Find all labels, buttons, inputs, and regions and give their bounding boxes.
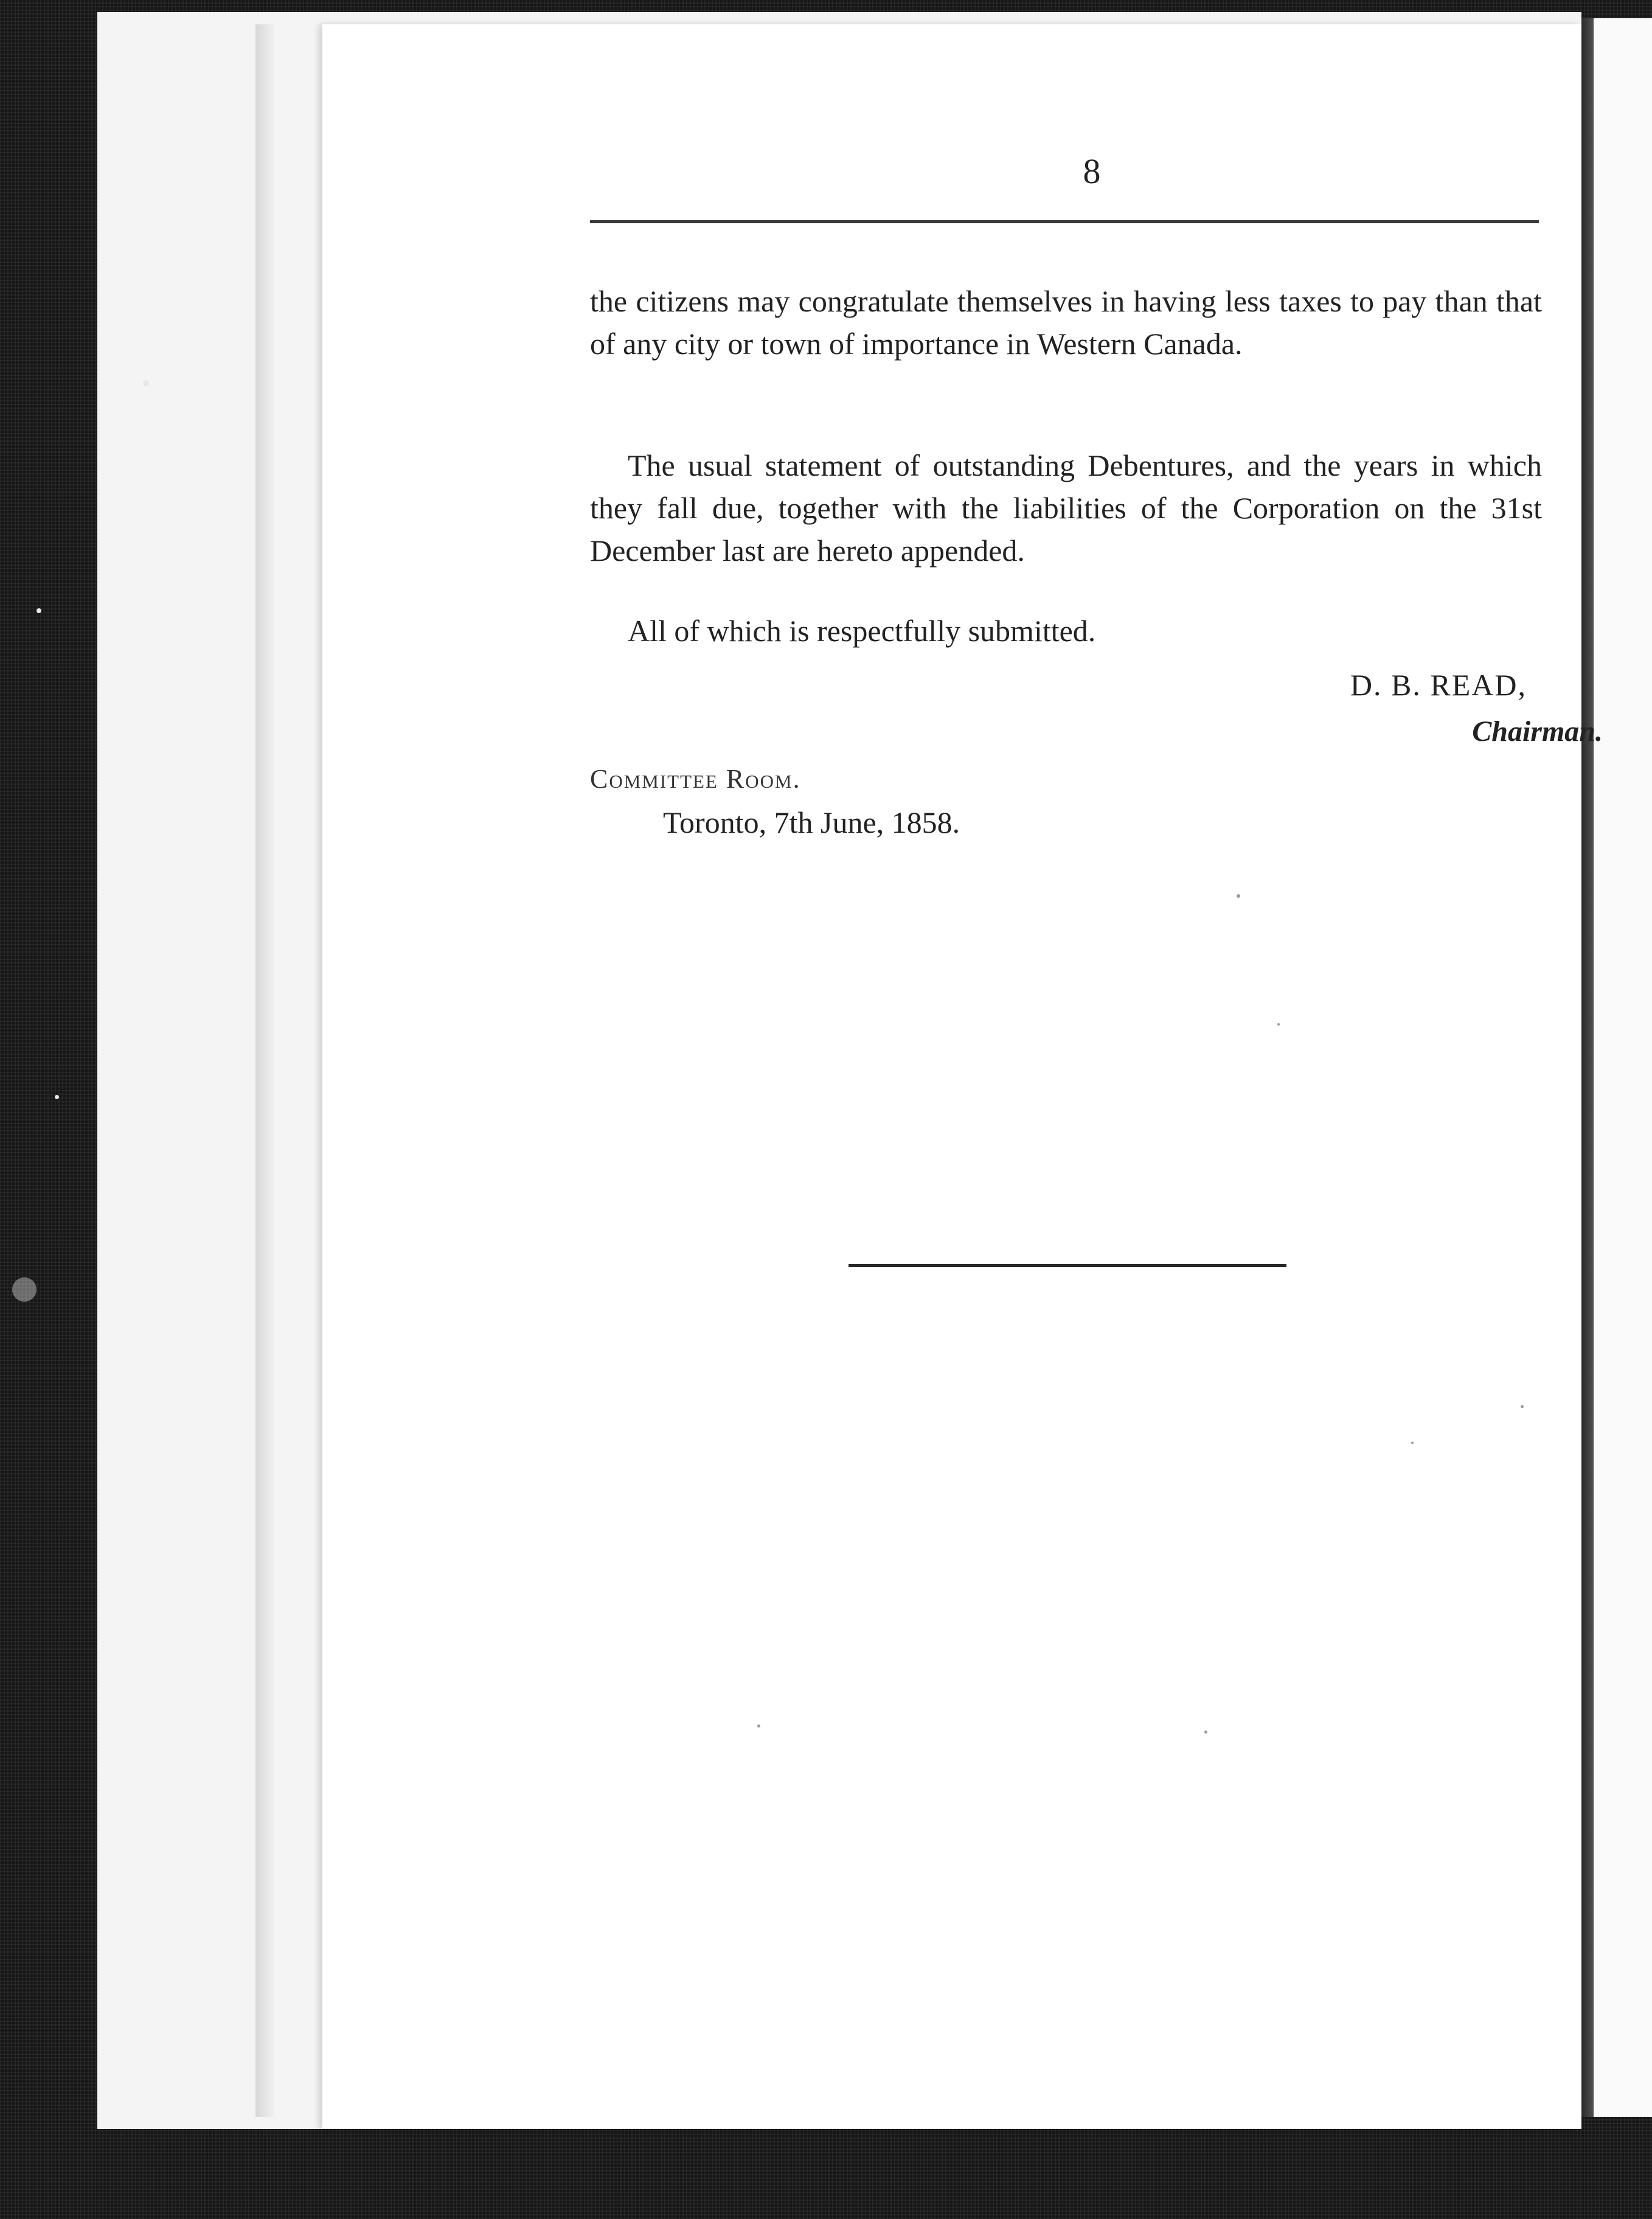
scan-speck <box>12 1277 36 1302</box>
scan-speck <box>1204 1731 1207 1734</box>
paragraph-submitted: All of which is respectfully submitted. <box>628 614 1096 648</box>
signature-name: D. B. READ, <box>1350 668 1527 702</box>
scan-speck <box>1521 1405 1524 1408</box>
signature-title: Chairman. <box>1472 715 1603 748</box>
next-page-strip <box>1594 18 1652 2117</box>
page-number: 8 <box>1083 151 1101 191</box>
closing-rule <box>849 1264 1286 1267</box>
location-line: Committee Room. <box>590 764 801 794</box>
header-rule <box>590 220 1539 223</box>
page-edge <box>1581 18 1595 2117</box>
scan-speck <box>36 608 41 613</box>
scan-speck <box>1277 1023 1280 1026</box>
scan-speck <box>757 1724 760 1728</box>
scan-speck <box>1237 894 1240 898</box>
scan-speck <box>55 1095 59 1099</box>
place-date-line: Toronto, 7th June, 1858. <box>663 805 960 839</box>
page-binding-shadow <box>255 24 274 2117</box>
paragraph-debentures: The usual statement of outstanding Debentures, and the years in which they fall due, together with the liabilities of the Corporation on the 31st December last are hereto appended. <box>590 448 1542 568</box>
scan-speck <box>1411 1442 1414 1444</box>
paragraph-taxes: the citizens may congratulate themselves in having less taxes to pay than that of any city or town of importance in Western Canada. <box>590 284 1542 361</box>
scan-speck <box>143 380 149 386</box>
document-page <box>322 24 1603 2129</box>
